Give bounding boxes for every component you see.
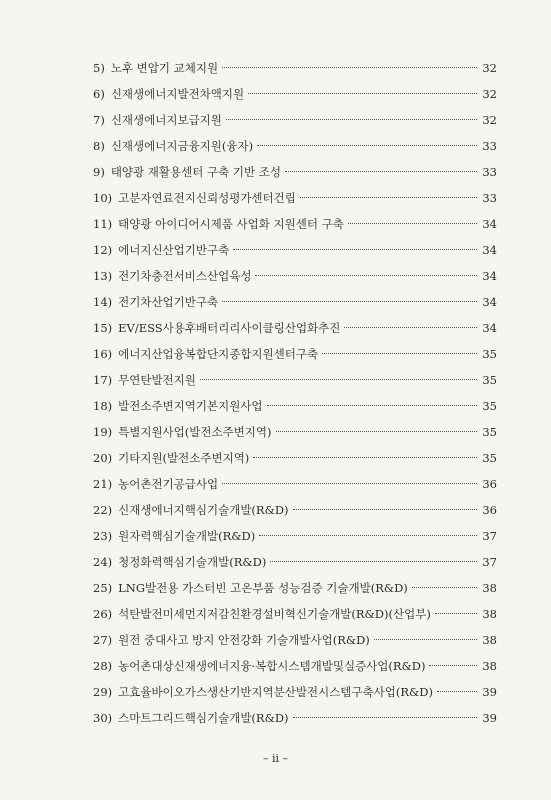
dot-leader	[255, 275, 477, 276]
toc-entry-title: 고분자연료전지신뢰성평가센터건립	[118, 191, 296, 205]
toc-entry-page: 36	[482, 477, 497, 491]
dot-leader	[276, 431, 477, 432]
toc-entry[interactable]	[93, 653, 497, 679]
toc-entry-number: 24)	[93, 555, 113, 569]
toc-entry-number: 5)	[93, 61, 105, 75]
toc-entry-number: 30)	[93, 711, 113, 725]
toc-entry-number: 26)	[93, 607, 113, 621]
toc-entry-page: 35	[482, 425, 497, 439]
toc-entry-number: 14)	[93, 295, 113, 309]
toc-entry[interactable]	[93, 159, 497, 185]
dot-leader	[259, 535, 477, 536]
toc-entry-page: 33	[482, 139, 497, 153]
toc-entry-title: EV/ESS사용후배터리리사이클링산업화추진	[118, 321, 341, 335]
toc-entry-number: 25)	[93, 581, 113, 595]
dot-leader	[437, 691, 477, 692]
toc-entry[interactable]	[93, 393, 497, 419]
toc-entry[interactable]	[93, 471, 497, 497]
toc-entry-title: 농어촌전기공급사업	[118, 477, 219, 491]
toc-entry-number: 10)	[93, 191, 113, 205]
toc-entry[interactable]	[93, 289, 497, 315]
toc-entry-number: 9)	[93, 165, 105, 179]
toc-entry-title: LNG발전용 가스터빈 고온부품 성능검증 기술개발(R&D)	[118, 581, 408, 595]
toc-entry-title: 원전 중대사고 방지 안전강화 기술개발사업(R&D)	[118, 633, 370, 647]
toc-entry-number: 20)	[93, 451, 113, 465]
toc-entry[interactable]	[93, 679, 497, 705]
toc-entry-title: 청정화력핵심기술개발(R&D)	[118, 555, 267, 569]
toc-entry-page: 34	[482, 217, 497, 231]
toc-entry-page: 39	[482, 685, 497, 699]
toc-entry-number: 7)	[93, 113, 105, 127]
toc-entry[interactable]	[93, 705, 497, 731]
toc-entry-title: 신재생에너지보급지원	[110, 113, 222, 127]
toc-entry[interactable]	[93, 575, 497, 601]
dot-leader	[435, 613, 477, 614]
toc-entry-number: 21)	[93, 477, 113, 491]
toc-entry-number: 27)	[93, 633, 113, 647]
toc-entry-page: 34	[482, 321, 497, 335]
toc-entry-number: 11)	[93, 217, 113, 231]
toc-entry-page: 35	[482, 347, 497, 361]
toc-entry-title: 전기차산업기반구축	[118, 295, 219, 309]
toc-entry[interactable]	[93, 81, 497, 107]
toc-entry[interactable]	[93, 315, 497, 341]
toc-entry-title: 에너지산업융복합단지종합지원센터구축	[118, 347, 319, 361]
toc-entry[interactable]	[93, 497, 497, 523]
toc-entry-title: 전기차충전서비스산업육성	[118, 269, 252, 283]
dot-leader	[267, 405, 477, 406]
dot-leader	[257, 145, 477, 146]
dot-leader	[253, 457, 477, 458]
toc-entry-title: 신재생에너지발전차액지원	[110, 87, 245, 101]
toc-entry[interactable]	[93, 601, 497, 627]
toc-entry-number: 23)	[93, 529, 113, 543]
toc-entry-number: 8)	[93, 139, 105, 153]
dot-leader	[226, 119, 477, 120]
toc-entry-title: 노후 변압기 교체지원	[110, 61, 219, 75]
toc-entry-page: 37	[482, 529, 497, 543]
toc-entry[interactable]	[93, 445, 497, 471]
toc-entry-title: 신재생에너지금융지원(융자)	[110, 139, 254, 153]
toc-entry-title: 특별지원사업(발전소주변지역)	[118, 425, 272, 439]
dot-leader	[429, 665, 477, 666]
dot-leader	[222, 301, 477, 302]
toc-entry-title: 에너지신산업기반구축	[118, 243, 230, 257]
toc-entry-page: 33	[482, 191, 497, 205]
toc-entry-number: 6)	[93, 87, 105, 101]
toc-entry-page: 38	[482, 659, 497, 673]
toc-entry-number: 17)	[93, 373, 113, 387]
toc-entry[interactable]	[93, 627, 497, 653]
toc-entry-page: 32	[482, 61, 497, 75]
toc-entry-title: 발전소주변지역기본지원사업	[118, 399, 263, 413]
toc-entry-title: 태양광 아이디어시제품 사업화 지원센터 구축	[118, 217, 344, 231]
toc-entry-title: 농어촌대상신재생에너지융·복합시스템개발및실증사업(R&D)	[118, 659, 426, 673]
dot-leader	[374, 639, 477, 640]
dot-leader	[293, 509, 477, 510]
toc-entry-page: 32	[482, 87, 497, 101]
toc-entry[interactable]	[93, 107, 497, 133]
dot-leader	[322, 353, 477, 354]
toc-entry-title: 무연탄발전지원	[118, 373, 196, 387]
toc-entry-page: 36	[482, 503, 497, 517]
toc-entry-title: 스마트그리드핵심기술개발(R&D)	[118, 711, 289, 725]
toc-entry-page: 35	[482, 373, 497, 387]
toc-entry-number: 13)	[93, 269, 113, 283]
toc-entry-number: 16)	[93, 347, 113, 361]
toc-entry-page: 37	[482, 555, 497, 569]
toc-entry-page: 33	[482, 165, 497, 179]
dot-leader	[222, 67, 477, 68]
toc-entry-number: 12)	[93, 243, 113, 257]
page-number: – ii –	[262, 752, 289, 765]
toc-entry[interactable]	[93, 237, 497, 263]
toc-entry-page: 38	[482, 633, 497, 647]
toc-entry[interactable]	[93, 55, 497, 81]
toc-entry-number: 18)	[93, 399, 113, 413]
toc-entry[interactable]	[93, 133, 497, 159]
table-of-contents	[93, 55, 497, 731]
toc-entry-title: 원자력핵심기술개발(R&D)	[118, 529, 256, 543]
toc-entry-page: 35	[482, 451, 497, 465]
toc-entry[interactable]	[93, 211, 497, 237]
dot-leader	[293, 717, 477, 718]
toc-entry-number: 29)	[93, 685, 113, 699]
toc-entry-page: 32	[482, 113, 497, 127]
toc-entry[interactable]	[93, 549, 497, 575]
toc-entry-number: 22)	[93, 503, 113, 517]
toc-entry-title: 석탄발전미세먼지저감친환경설비혁신기술개발(R&D)(산업부)	[118, 607, 431, 621]
toc-entry-number: 28)	[93, 659, 113, 673]
toc-entry-number: 19)	[93, 425, 113, 439]
toc-entry-number: 15)	[93, 321, 113, 335]
toc-entry-page: 38	[482, 581, 497, 595]
toc-entry-page: 34	[482, 269, 497, 283]
toc-entry[interactable]	[93, 523, 497, 549]
dot-leader	[233, 249, 477, 250]
toc-entry[interactable]	[93, 367, 497, 393]
toc-entry[interactable]	[93, 341, 497, 367]
toc-entry[interactable]	[93, 419, 497, 445]
toc-entry-page: 35	[482, 399, 497, 413]
toc-entry-title: 신재생에너지핵심기술개발(R&D)	[118, 503, 289, 517]
dot-leader	[285, 171, 477, 172]
dot-leader	[270, 561, 477, 562]
dot-leader	[348, 223, 477, 224]
toc-entry-title: 기타지원(발전소주변지역)	[118, 451, 250, 465]
toc-entry[interactable]	[93, 263, 497, 289]
toc-entry-title: 고효율바이오가스생산기반지역분산발전시스템구축사업(R&D)	[118, 685, 433, 699]
dot-leader	[222, 483, 477, 484]
dot-leader	[344, 327, 477, 328]
toc-entry-page: 39	[482, 711, 497, 725]
dot-leader	[248, 93, 477, 94]
toc-entry-page: 38	[482, 607, 497, 621]
dot-leader	[412, 587, 477, 588]
toc-entry-page: 34	[482, 243, 497, 257]
dot-leader	[300, 197, 477, 198]
toc-entry-page: 34	[482, 295, 497, 309]
toc-entry-title: 태양광 재활용센터 구축 기반 조성	[110, 165, 281, 179]
dot-leader	[200, 379, 477, 380]
toc-entry[interactable]	[93, 185, 497, 211]
